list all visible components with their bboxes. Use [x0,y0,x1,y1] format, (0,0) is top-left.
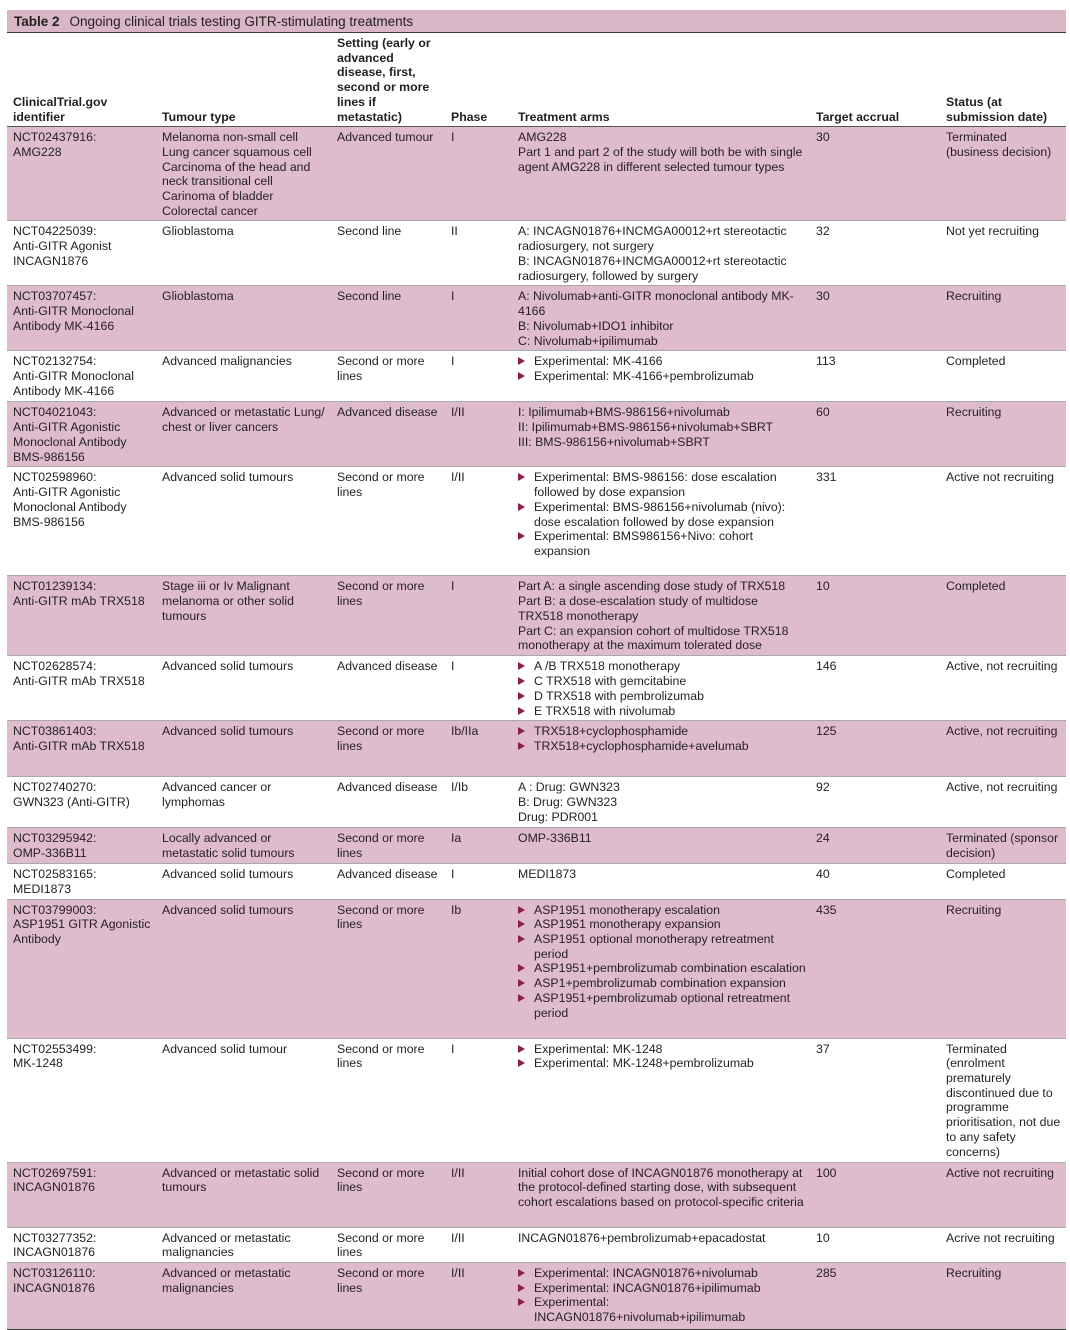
table-row [7,127,1066,221]
table-row [7,402,1066,467]
identifier-line: NCT03295942: [13,831,97,846]
cell-tumour-type: Stage iii or Iv Malignant melanoma or other solid tumours [156,576,331,656]
cell-target-accrual: 285 [810,1263,940,1330]
cell-tumour-type: Advanced solid tumours [156,656,331,721]
treatment-arm: MEDI1873 [518,867,577,882]
treatment-arm [518,1266,806,1281]
cell-status: Recruiting [940,286,1066,351]
cell-setting: Second or more lines [331,828,445,864]
cell-phase: I [445,864,512,899]
cell-setting: Second or more lines [331,1038,445,1162]
cell-status: Recruiting [940,402,1066,467]
identifier-line: NCT03277352: [13,1230,97,1245]
table-row [7,777,1066,828]
identifier-line: OMP-336B11 [13,845,87,860]
cell-treatment-arms [512,127,810,221]
header-tumour-type: Tumour type [156,34,331,127]
cell-tumour-type: Glioblastoma [156,221,331,286]
table-row [7,221,1066,286]
header-status: Status (at submission date) [940,34,1066,127]
cell-setting: Second or more lines [331,721,445,777]
bullet-triangle-icon [518,979,525,987]
cell-setting: Second or more lines [331,1227,445,1262]
bullet-triangle-icon [518,742,525,750]
treatment-arm-text: Experimental: BMS-986156+nivolumab (nivo): dose escalation followed by dose expansion [534,499,786,529]
treatment-arm-text: Experimental: MK-1248 [534,1041,663,1056]
cell-treatment-arms [512,777,810,828]
cell-identifier [7,828,156,864]
identifier-line: NCT03861403: [13,724,97,739]
cell-phase: I [445,1038,512,1162]
treatment-arm [518,354,806,369]
cell-target-accrual: 100 [810,1162,940,1227]
cell-phase: I [445,656,512,721]
treatment-arm-text: C TRX518 with gemcitabine [534,674,687,689]
treatment-arm-text: TRX518+cyclophosphamide [534,724,689,739]
cell-target-accrual: 10 [810,1227,940,1262]
cell-target-accrual: 37 [810,1038,940,1162]
cell-tumour-type: Advanced solid tumour [156,1038,331,1162]
cell-setting: Second line [331,221,445,286]
treatment-arm [518,976,806,991]
cell-phase: I [445,351,512,402]
cell-treatment-arms [512,1162,810,1227]
identifier-line: Anti-GITR Agonistic Monoclonal Antibody BMS-986156 [13,420,127,464]
treatment-arm [518,659,806,674]
treatment-arm: B: Drug: GWN323 [518,794,618,809]
table-row [7,721,1066,777]
treatment-arm [518,369,806,384]
cell-status: Not yet recruiting [940,221,1066,286]
treatment-arm-text: ASP1951+pembrolizumab combination escalation [534,961,806,976]
bullet-triangle-icon [518,503,525,511]
treatment-arm [518,1042,806,1057]
table-row [7,467,1066,576]
bullet-triangle-icon [518,662,525,670]
treatment-arm: OMP-336B11 [518,831,592,846]
cell-target-accrual: 32 [810,221,940,286]
cell-treatment-arms [512,286,810,351]
bullet-triangle-icon [518,1284,525,1292]
cell-setting: Second or more lines [331,899,445,1038]
cell-status: Completed [940,576,1066,656]
treatment-arm: B: Nivolumab+IDO1 inhibitor [518,318,674,333]
cell-treatment-arms [512,864,810,899]
treatment-arm: B: INCAGN01876+INCMGA00012+rt stereotactic radiosurgery, followed by surgery [518,253,787,283]
identifier-line: INCAGN01876 [13,1180,96,1195]
cell-treatment-arms [512,828,810,864]
treatment-arm: AMG228 [518,130,567,145]
identifier-line: NCT02697591: [13,1165,97,1180]
table-row [7,656,1066,721]
cell-setting: Second or more lines [331,1263,445,1330]
cell-setting: Second line [331,286,445,351]
cell-tumour-type: Advanced solid tumours [156,864,331,899]
identifier-line: NCT03799003: [13,902,97,917]
header-target-accrual: Target accrual [810,34,940,127]
cell-treatment-arms [512,1038,810,1162]
bullet-triangle-icon [518,964,525,972]
treatment-arm [518,1295,806,1324]
cell-setting: Advanced tumour [331,127,445,221]
treatment-arm-text: Experimental: MK-4166+pembrolizumab [534,369,754,384]
cell-tumour-type: Locally advanced or metastatic solid tumours [156,828,331,864]
treatment-arm: C: Nivolumab+ipilimumab [518,333,658,348]
identifier-line: NCT02437916: [13,130,97,145]
cell-setting: Second or more lines [331,1162,445,1227]
identifier-line: NCT02628574: [13,659,97,674]
cell-tumour-type: Melanoma non-small cell Lung cancer squamous cell Carcinoma of the head and neck transitional cell Carinoma of bladder Colorectal cancer [156,127,331,221]
cell-tumour-type: Advanced cancer or lymphomas [156,777,331,828]
cell-tumour-type: Advanced solid tumours [156,721,331,777]
bullet-triangle-icon [518,1269,525,1277]
cell-target-accrual: 331 [810,467,940,576]
cell-treatment-arms [512,351,810,402]
cell-treatment-arms [512,721,810,777]
cell-identifier [7,656,156,721]
bullet-triangle-icon [518,935,525,943]
treatment-arm-text: ASP1951 monotherapy expansion [534,917,721,932]
cell-phase: I [445,127,512,221]
cell-tumour-type: Glioblastoma [156,286,331,351]
identifier-line: Anti-GITR Monoclonal Antibody MK-4166 [13,369,134,398]
cell-target-accrual: 40 [810,864,940,899]
cell-treatment-arms [512,899,810,1038]
treatment-arm [518,961,806,976]
header-setting: Setting (early or advanced disease, first, second or more lines if metastatic) [331,34,445,127]
identifier-line: AMG228 [13,144,62,159]
cell-setting: Advanced disease [331,402,445,467]
bullet-triangle-icon [518,727,525,735]
cell-setting: Advanced disease [331,777,445,828]
cell-treatment-arms [512,467,810,576]
treatment-arm [518,724,806,739]
header-treatment-arms: Treatment arms [512,34,810,127]
table-row [7,1038,1066,1162]
cell-phase: II [445,221,512,286]
cell-status: Terminated (enrolment prematurely discontinued due to programme prioritisation, not due to any safety concerns) [940,1038,1066,1162]
bullet-triangle-icon [518,994,525,1002]
treatment-arm [518,1056,806,1071]
table-label: Table 2 [14,14,60,29]
table-row [7,864,1066,899]
treatment-arm-text: A /B TRX518 monotherapy [534,659,681,674]
treatment-arm: III: BMS-986156+nivolumab+SBRT [518,434,710,449]
bullet-triangle-icon [518,372,525,380]
treatment-arm: I: Ipilimumab+BMS-986156+nivolumab [518,405,730,420]
table-body [7,127,1066,1330]
cell-phase: I [445,286,512,351]
treatment-arm: A: Nivolumab+anti-GITR monoclonal antibody MK-4166 [518,289,794,319]
identifier-line: NCT02583165: [13,867,97,882]
cell-target-accrual: 125 [810,721,940,777]
bullet-triangle-icon [518,1298,525,1306]
cell-phase: I/II [445,1162,512,1227]
cell-status: Terminated (business decision) [940,127,1066,221]
cell-tumour-type: Advanced or metastatic solid tumours [156,1162,331,1227]
identifier-line: Anti-GITR Agonist INCAGN1876 [13,239,112,268]
identifier-line: Anti-GITR mAb TRX518 [13,674,145,689]
identifier-line: ASP1951 GITR Agonistic Antibody [13,917,151,947]
cell-tumour-type: Advanced malignancies [156,351,331,402]
cell-tumour-type: Advanced or metastatic malignancies [156,1263,331,1330]
cell-status: Recruiting [940,1263,1066,1330]
cell-target-accrual: 113 [810,351,940,402]
table-row [7,828,1066,864]
cell-identifier [7,1038,156,1162]
identifier-line: INCAGN01876 [13,1280,96,1295]
identifier-line: NCT03126110: [13,1266,96,1281]
table-row [7,351,1066,402]
treatment-arm-text: Experimental: MK-1248+pembrolizumab [534,1056,754,1071]
bullet-triangle-icon [518,692,525,700]
bullet-triangle-icon [518,707,525,715]
cell-phase: I/II [445,1263,512,1330]
cell-identifier [7,286,156,351]
identifier-line: Anti-GITR mAb TRX518 [13,738,145,753]
cell-identifier [7,899,156,1038]
cell-identifier [7,777,156,828]
identifier-line: NCT04021043: [13,405,97,420]
treatment-arm: INCAGN01876+pembrolizumab+epacadostat [518,1230,766,1245]
table-row [7,1227,1066,1262]
identifier-line: MK-1248 [13,1056,63,1071]
cell-target-accrual: 24 [810,828,940,864]
bullet-triangle-icon [518,1059,525,1067]
treatment-arm [518,529,806,558]
treatment-arm-text: Experimental: BMS986156+Nivo: cohort expansion [534,529,754,558]
cell-setting: Advanced disease [331,656,445,721]
cell-status: Recruiting [940,899,1066,1038]
treatment-arm [518,903,806,918]
identifier-line: NCT03707457: [13,289,97,304]
treatment-arm: Part A: a single ascending dose study of TRX518 [518,579,786,594]
cell-status: Terminated (sponsor decision) [940,828,1066,864]
bullet-triangle-icon [518,1045,525,1053]
cell-target-accrual: 92 [810,777,940,828]
cell-status: Active not recruiting [940,467,1066,576]
cell-identifier [7,402,156,467]
treatment-arm: Part C: an expansion cohort of multidose TRX518 monotherapy at the maximum tolerated dose [518,623,789,653]
cell-target-accrual: 60 [810,402,940,467]
cell-phase: I [445,576,512,656]
cell-setting: Advanced disease [331,864,445,899]
treatment-arm [518,674,806,689]
identifier-line: NCT01239134: [13,579,97,594]
treatment-arm [518,470,806,499]
treatment-arm: A : Drug: GWN323 [518,780,620,795]
table-row [7,286,1066,351]
identifier-line: NCT02132754: [13,354,97,369]
cell-phase: Ia [445,828,512,864]
cell-tumour-type: Advanced solid tumours [156,899,331,1038]
treatment-arm: Part 1 and part 2 of the study will both be with single agent AMG228 in different selected tumour types [518,144,803,174]
identifier-line: NCT02598960: [13,470,97,485]
treatment-arm-text: Experimental: INCAGN01876+ipilimumab [534,1280,761,1295]
bullet-triangle-icon [518,357,525,365]
identifier-line: NCT04225039: [13,224,97,239]
bullet-triangle-icon [518,677,525,685]
identifier-line: INCAGN01876 [13,1245,96,1260]
treatment-arm-text: ASP1951+pembrolizumab optional retreatment period [534,990,790,1020]
cell-identifier [7,576,156,656]
cell-setting: Second or more lines [331,351,445,402]
table-row [7,899,1066,1038]
cell-status: Active not recruiting [940,1162,1066,1227]
treatment-arm: Drug: PDR001 [518,809,598,824]
header-row [7,34,1066,127]
cell-status: Completed [940,351,1066,402]
cell-identifier [7,1162,156,1227]
cell-phase: Ib [445,899,512,1038]
bullet-triangle-icon [518,473,525,481]
header-phase: Phase [445,34,512,127]
treatment-arm-text: ASP1951 monotherapy escalation [534,902,720,917]
cell-target-accrual: 146 [810,656,940,721]
treatment-arm [518,917,806,932]
cell-tumour-type: Advanced or metastatic malignancies [156,1227,331,1262]
treatment-arm [518,991,806,1020]
treatment-arm [518,932,806,961]
treatment-arm: A: INCAGN01876+INCMGA00012+rt stereotactic radiosurgery, not surgery [518,224,787,254]
identifier-line: NCT02553499: [13,1041,97,1056]
treatment-arm-text: Experimental: INCAGN01876+nivolumab [534,1266,758,1281]
treatment-arm: Initial cohort dose of INCAGN01876 monotherapy at the protocol-defined starting dose, with subsequent cohort escalations based on protocol-specific criteria [518,1165,804,1210]
treatment-arm-text: Experimental: MK-4166 [534,354,663,369]
cell-phase: Ib/IIa [445,721,512,777]
cell-treatment-arms [512,656,810,721]
treatment-arm-text: D TRX518 with pembrolizumab [534,688,704,703]
treatment-arm: Part B: a dose-escalation study of multidose TRX518 monotherapy [518,594,758,623]
cell-status: Active, not recruiting [940,777,1066,828]
cell-status: Active, not recruiting [940,656,1066,721]
bullet-triangle-icon [518,920,525,928]
treatment-arm [518,500,806,529]
treatment-arm-text: ASP1951 optional monotherapy retreatment period [534,932,774,961]
cell-treatment-arms [512,402,810,467]
header-identifier: ClinicalTrial.gov identifier [7,34,156,127]
treatment-arm [518,689,806,704]
cell-phase: I/II [445,402,512,467]
cell-target-accrual: 30 [810,286,940,351]
cell-identifier [7,221,156,286]
treatment-arm: II: Ipilimumab+BMS-986156+nivolumab+SBRT [518,420,774,435]
treatment-arm [518,704,806,719]
identifier-line: GWN323 (Anti-GITR) [13,794,130,809]
bullet-triangle-icon [518,906,525,914]
identifier-line: MEDI1873 [13,881,72,896]
cell-identifier [7,721,156,777]
table-title: Ongoing clinical trials testing GITR-stimulating treatments [69,14,414,29]
cell-treatment-arms [512,221,810,286]
table-caption [7,10,1066,33]
cell-identifier [7,127,156,221]
table-row [7,576,1066,656]
treatment-arm-text: E TRX518 with nivolumab [534,703,676,718]
treatment-arm-text: Experimental: BMS-986156: dose escalation followed by dose expansion [534,470,777,500]
cell-tumour-type: Advanced or metastatic Lung/ chest or liver cancers [156,402,331,467]
cell-identifier [7,351,156,402]
identifier-line: NCT02740270: [13,780,97,795]
treatment-arm-text: ASP1+pembrolizumab combination expansion [534,976,786,991]
cell-setting: Second or more lines [331,467,445,576]
treatment-arm-text: TRX518+cyclophosphamide+avelumab [534,738,749,753]
identifier-line: Anti-GITR mAb TRX518 [13,594,145,609]
cell-identifier [7,1227,156,1262]
cell-phase: I/II [445,1227,512,1262]
clinical-trials-table [7,34,1066,1330]
treatment-arm-text: Experimental: INCAGN01876+nivolumab+ipilimumab [534,1295,746,1325]
cell-identifier [7,864,156,899]
cell-treatment-arms [512,576,810,656]
cell-target-accrual: 435 [810,899,940,1038]
cell-status: Completed [940,864,1066,899]
cell-target-accrual: 10 [810,576,940,656]
table-row [7,1162,1066,1227]
identifier-line: Anti-GITR Monoclonal Antibody MK-4166 [13,304,134,333]
treatment-arm [518,1281,806,1296]
cell-status: Active, not recruiting [940,721,1066,777]
treatment-arm [518,739,806,754]
bullet-triangle-icon [518,532,525,540]
cell-phase: I/Ib [445,777,512,828]
cell-phase: I/II [445,467,512,576]
identifier-line: Anti-GITR Agonistic Monoclonal Antibody BMS-986156 [13,485,127,529]
cell-setting: Second or more lines [331,576,445,656]
cell-status: Acrive not recruiting [940,1227,1066,1262]
cell-treatment-arms [512,1227,810,1262]
cell-identifier [7,467,156,576]
cell-target-accrual: 30 [810,127,940,221]
cell-tumour-type: Advanced solid tumours [156,467,331,576]
